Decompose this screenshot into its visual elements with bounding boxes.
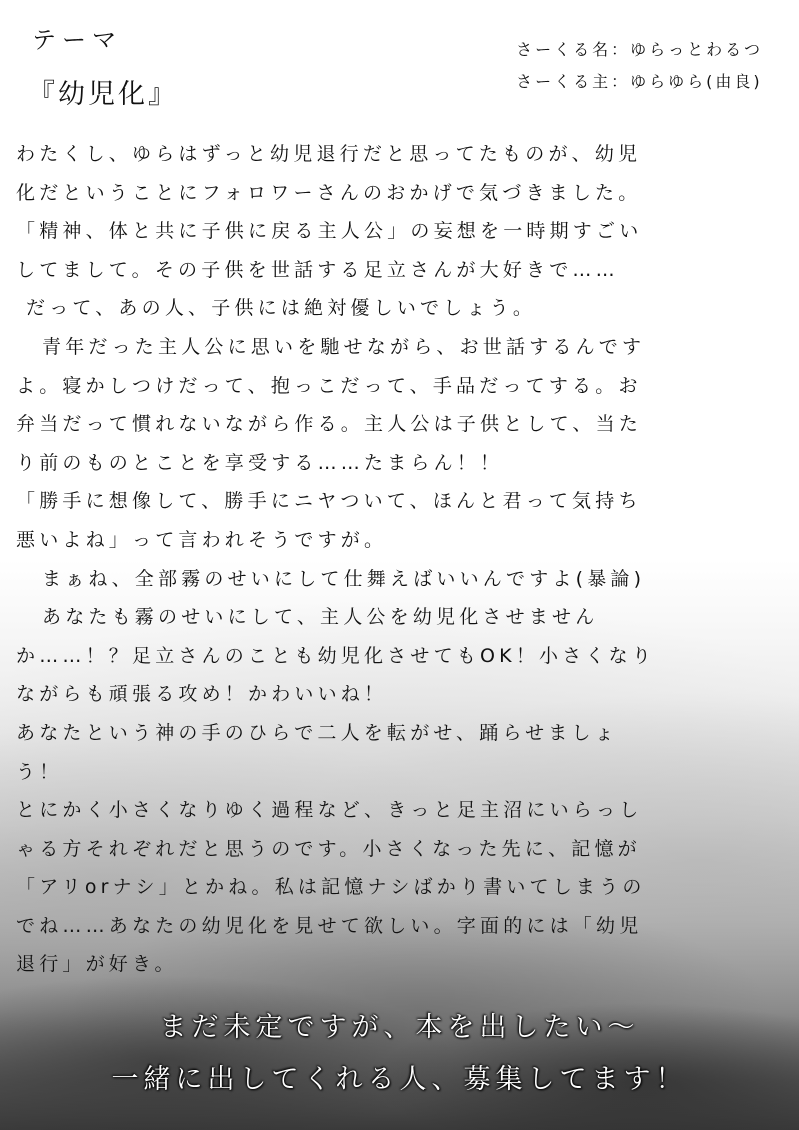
body-line: まぁね、全部霧のせいにして仕舞えばいいんですよ(暴論) [42,567,646,590]
body-line: ながらも頑張る攻め！かわいいね！ [16,683,388,706]
body-line: 悪いよね」って言われそうですが。 [16,528,388,551]
body-line: してまして。その子供を世話する足立さんが大好きで…… [16,258,619,281]
body-line: 「アリorナシ」とかね。私は記憶ナシばかり書いてしまうの [16,876,646,899]
body-text [16,135,786,984]
theme-label: テーマ [32,26,122,54]
closing-line-1: まだ未定ですが、本を出したい〜 [159,1012,640,1043]
body-line: 「精神、体と共に子供に戻る主人公」の妄想を一時期すごい [16,220,643,243]
body-line: あなたという神の手のひらで二人を転がせ、踊らせましょ [16,721,618,744]
body-line: 化だということにフォロワーさんのおかげで気づきました。 [16,181,642,204]
body-line: よ。寝かしつけだって、抱っこだって、手品だってする。お [16,374,642,397]
body-line: り前のものとことを享受する……たまらん！！ [16,451,504,474]
body-line: 「勝手に想像して、勝手にニヤついて、ほんと君って気持ち [16,490,642,513]
body-line: とにかく小さくなりゆく過程など、きっと足主沼にいらっし [16,799,643,822]
circle-name: さーくる名：ゆらっとわるつ [516,40,763,59]
circle-owner: さーくる主：ゆらゆら(由良) [516,72,763,91]
theme-title: 『幼児化』 [28,79,178,110]
body-line: でね……あなたの幼児化を見せて欲しい。字面的には「幼児 [16,914,643,937]
body-line: だって、あの人、子供には絶対優しいでしょう。 [26,297,537,320]
body-line: あなたも霧のせいにして、主人公を幼児化させません [42,606,599,629]
body-line: か……！？足立さんのことも幼児化させてもOK！小さくなり [16,644,656,667]
circle-info [516,34,763,98]
closing-line-2: 一緒に出してくれる人、募集してます！ [111,1064,688,1095]
body-line: 青年だった主人公に思いを馳せながら、お世話するんです [42,335,646,358]
body-line: 退行」が好き。 [16,953,178,976]
body-line: 弁当だって慣れないながら作る。主人公は子供として、当た [16,413,643,436]
body-line: わたくし、ゆらはずっと幼児退行だと思ってたものが、幼児 [16,143,642,165]
body-line: ゃる方それぞれだと思うのです。小さくなった先に、記憶が [16,837,641,860]
body-line: う！ [16,760,63,783]
